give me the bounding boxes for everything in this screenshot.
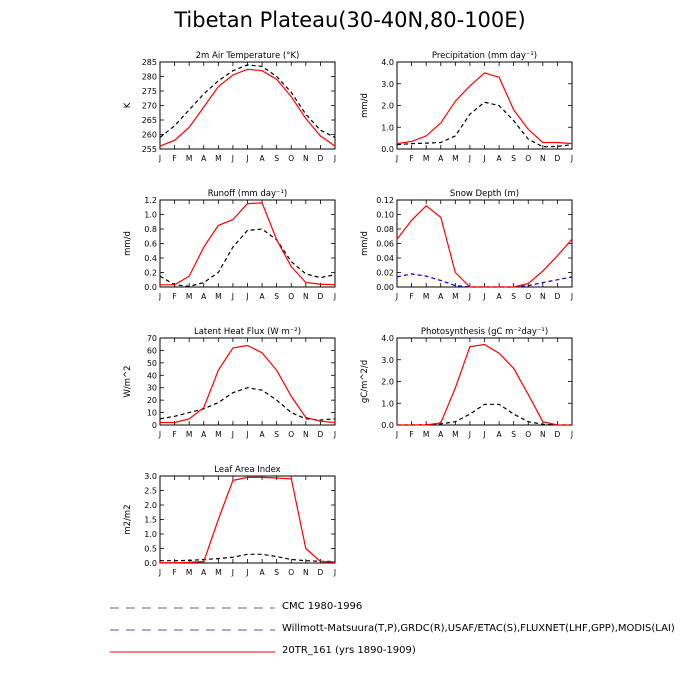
x-tick-label: O: [288, 292, 295, 301]
x-tick-label: A: [438, 292, 444, 301]
x-tick-label: M: [422, 292, 430, 301]
x-tick-label: A: [496, 430, 502, 439]
x-tick-label: F: [172, 292, 177, 301]
x-tick-label: N: [540, 154, 546, 163]
x-tick-label: J: [483, 292, 486, 301]
legend-label: 20TR_161 (yrs 1890-1909): [282, 645, 416, 656]
x-tick-label: N: [303, 430, 309, 439]
y-tick-label: 255: [141, 145, 157, 154]
y-tick-label: 3.0: [144, 472, 157, 481]
x-tick-label: N: [303, 154, 309, 163]
x-tick-label: D: [317, 430, 324, 439]
y-tick-label: 265: [141, 116, 157, 125]
x-tick-label: J: [333, 292, 337, 301]
plot-frame: [160, 476, 335, 563]
x-tick-label: S: [511, 292, 517, 301]
x-tick-label: D: [554, 292, 561, 301]
x-tick-label: J: [395, 292, 399, 301]
series-line: [160, 69, 335, 146]
y-tick-label: 280: [141, 72, 157, 82]
y-tick-label: 1.2: [144, 196, 157, 205]
x-tick-label: J: [246, 568, 249, 577]
figure-title: Tibetan Plateau(30-40N,80-100E): [174, 8, 526, 32]
x-tick-label: J: [483, 430, 486, 439]
y-tick-label: 0.6: [144, 239, 157, 249]
x-tick-label: N: [303, 292, 309, 301]
y-axis-label: mm/d: [123, 231, 133, 256]
x-tick-label: F: [409, 430, 414, 439]
panel-1: [123, 51, 336, 163]
y-tick-label: 0.06: [376, 239, 394, 249]
x-tick-label: M: [215, 292, 222, 301]
x-tick-label: A: [201, 430, 207, 439]
y-tick-label: 1.0: [144, 530, 157, 539]
x-tick-label: S: [274, 292, 280, 301]
x-tick-label: J: [468, 292, 472, 301]
panel-7: [123, 465, 336, 577]
x-tick-label: J: [483, 154, 486, 163]
x-tick-label: D: [317, 568, 324, 577]
series-line: [160, 346, 335, 423]
y-tick-label: 0.10: [376, 210, 394, 220]
y-tick-label: 0.0: [381, 145, 394, 154]
panel-title: 2m Air Temperature (°K): [195, 51, 300, 61]
x-tick-label: J: [570, 154, 574, 163]
y-axis-label: mm/d: [360, 231, 370, 256]
y-tick-label: 3.0: [381, 355, 394, 365]
x-tick-label: F: [172, 154, 177, 163]
x-tick-label: O: [525, 292, 532, 301]
series-line: [160, 477, 335, 562]
x-tick-label: A: [438, 154, 444, 163]
x-tick-label: F: [172, 568, 177, 577]
x-tick-label: J: [246, 154, 249, 163]
y-axis-label: mm/d: [360, 93, 370, 118]
y-axis-label: W/m^2: [123, 365, 133, 398]
y-axis-label: m2/m2: [123, 504, 133, 535]
x-tick-label: S: [274, 154, 280, 163]
y-tick-label: 0.02: [376, 268, 394, 278]
y-tick-label: 285: [141, 58, 157, 67]
x-tick-label: M: [452, 430, 459, 439]
panel-5: [123, 327, 336, 439]
y-tick-label: 30: [146, 383, 157, 393]
x-tick-label: N: [303, 568, 309, 577]
y-tick-label: 0.08: [376, 225, 394, 234]
x-tick-label: A: [259, 154, 265, 163]
x-tick-label: F: [409, 292, 414, 301]
panel-3: [123, 189, 336, 301]
x-tick-label: N: [540, 292, 546, 301]
panel-title: Precipitation (mm day⁻¹): [431, 51, 538, 61]
x-tick-label: J: [231, 430, 235, 439]
y-tick-label: 70: [146, 334, 157, 343]
x-tick-label: J: [158, 154, 162, 163]
x-tick-label: S: [274, 568, 280, 577]
x-tick-label: J: [246, 292, 249, 301]
x-tick-label: D: [317, 292, 324, 301]
y-axis-label: K: [123, 102, 133, 109]
x-tick-label: A: [201, 154, 207, 163]
panel-4: [360, 189, 573, 301]
plot-frame: [397, 62, 572, 149]
x-tick-label: M: [185, 292, 193, 301]
y-tick-label: 1.0: [144, 210, 157, 220]
x-tick-label: A: [496, 292, 502, 301]
panel-title: Runoff (mm day⁻¹): [207, 189, 288, 199]
x-tick-label: M: [215, 430, 222, 439]
x-tick-label: J: [231, 292, 235, 301]
x-tick-label: J: [395, 154, 399, 163]
x-tick-label: S: [274, 430, 280, 439]
x-tick-label: A: [496, 154, 502, 163]
panel-2: [360, 51, 573, 163]
x-tick-label: M: [422, 154, 430, 163]
x-tick-label: S: [511, 154, 517, 163]
y-tick-label: 3.0: [381, 79, 394, 89]
y-tick-label: 0: [151, 421, 157, 430]
y-tick-label: 2.0: [144, 501, 157, 510]
x-tick-label: F: [409, 154, 414, 163]
x-tick-label: J: [333, 430, 337, 439]
x-tick-label: A: [201, 292, 207, 301]
x-tick-label: M: [452, 154, 459, 163]
panel-title: Leaf Area Index: [214, 465, 281, 475]
y-tick-label: 0.4: [144, 254, 157, 263]
panel-6: [360, 327, 573, 439]
x-tick-label: M: [215, 568, 222, 577]
y-tick-label: 20: [146, 396, 157, 406]
x-tick-label: F: [172, 430, 177, 439]
y-tick-label: 270: [141, 101, 157, 111]
y-tick-label: 275: [141, 87, 157, 96]
x-tick-label: O: [288, 568, 295, 577]
series-line: [160, 388, 335, 420]
x-tick-label: J: [333, 568, 337, 577]
y-tick-label: 0.2: [144, 268, 157, 278]
y-tick-label: 0.12: [376, 196, 394, 205]
x-tick-label: N: [540, 430, 546, 439]
x-tick-label: M: [452, 292, 459, 301]
y-tick-label: 1.0: [381, 123, 394, 133]
x-tick-label: M: [185, 154, 193, 163]
series-line: [160, 203, 335, 285]
y-tick-label: 0.04: [376, 254, 394, 263]
series-line: [397, 206, 572, 287]
x-tick-label: J: [395, 430, 399, 439]
plot-frame: [397, 200, 572, 287]
y-tick-label: 2.5: [144, 486, 157, 496]
x-tick-label: J: [158, 430, 162, 439]
x-tick-label: J: [468, 154, 472, 163]
x-tick-label: O: [525, 430, 532, 439]
y-tick-label: 0.0: [381, 421, 394, 430]
x-tick-label: D: [317, 154, 324, 163]
plot-frame: [397, 338, 572, 425]
y-tick-label: 2.0: [381, 377, 394, 387]
y-tick-label: 50: [146, 358, 157, 368]
x-tick-label: J: [158, 568, 162, 577]
y-tick-label: 10: [146, 408, 157, 418]
x-tick-label: O: [288, 430, 295, 439]
y-tick-label: 0.5: [144, 544, 157, 554]
x-tick-label: A: [259, 430, 265, 439]
y-tick-label: 1.5: [144, 515, 157, 525]
x-tick-label: A: [438, 430, 444, 439]
x-tick-label: M: [185, 430, 193, 439]
x-tick-label: J: [570, 430, 574, 439]
x-tick-label: D: [554, 154, 561, 163]
series-line: [160, 65, 335, 137]
x-tick-label: J: [231, 568, 235, 577]
y-axis-label: gC/m^2/d: [360, 359, 370, 404]
y-tick-label: 0.00: [376, 283, 394, 292]
plot-frame: [160, 62, 335, 149]
panel-title: Photosynthesis (gC m⁻²day⁻¹): [420, 327, 549, 337]
x-tick-label: J: [570, 292, 574, 301]
y-tick-label: 1.0: [381, 399, 394, 409]
y-tick-label: 0.8: [144, 225, 157, 234]
x-tick-label: J: [333, 154, 337, 163]
series-line: [397, 73, 572, 144]
x-tick-label: O: [525, 154, 532, 163]
x-tick-label: A: [201, 568, 207, 577]
y-tick-label: 4.0: [381, 58, 394, 67]
x-tick-label: J: [231, 154, 235, 163]
x-tick-label: A: [259, 568, 265, 577]
y-tick-label: 60: [146, 346, 157, 356]
x-tick-label: M: [185, 568, 193, 577]
panel-title: Snow Depth (m): [449, 189, 520, 199]
x-tick-label: M: [215, 154, 222, 163]
y-tick-label: 2.0: [381, 101, 394, 111]
y-tick-label: 0.0: [144, 283, 157, 292]
x-tick-label: S: [511, 430, 517, 439]
y-tick-label: 40: [146, 371, 157, 381]
y-tick-label: 4.0: [381, 334, 394, 343]
panel-title: Latent Heat Flux (W m⁻²): [193, 327, 302, 337]
series-line: [397, 102, 572, 147]
series-line: [397, 345, 572, 426]
y-tick-label: 0.0: [144, 559, 157, 568]
y-tick-label: 260: [141, 130, 157, 140]
plot-frame: [160, 200, 335, 287]
legend-label: CMC 1980-1996: [282, 601, 363, 612]
x-tick-label: J: [158, 292, 162, 301]
x-tick-label: J: [468, 430, 472, 439]
x-tick-label: O: [288, 154, 295, 163]
x-tick-label: J: [246, 430, 249, 439]
legend-label: Willmott-Matsuura(T,P),GRDC(R),USAF/ETAC(S),FLUXNET(LHF,GPP),MODIS(LAI): [282, 623, 675, 634]
plot-frame: [160, 338, 335, 425]
x-tick-label: A: [259, 292, 265, 301]
x-tick-label: D: [554, 430, 561, 439]
x-tick-label: M: [422, 430, 430, 439]
